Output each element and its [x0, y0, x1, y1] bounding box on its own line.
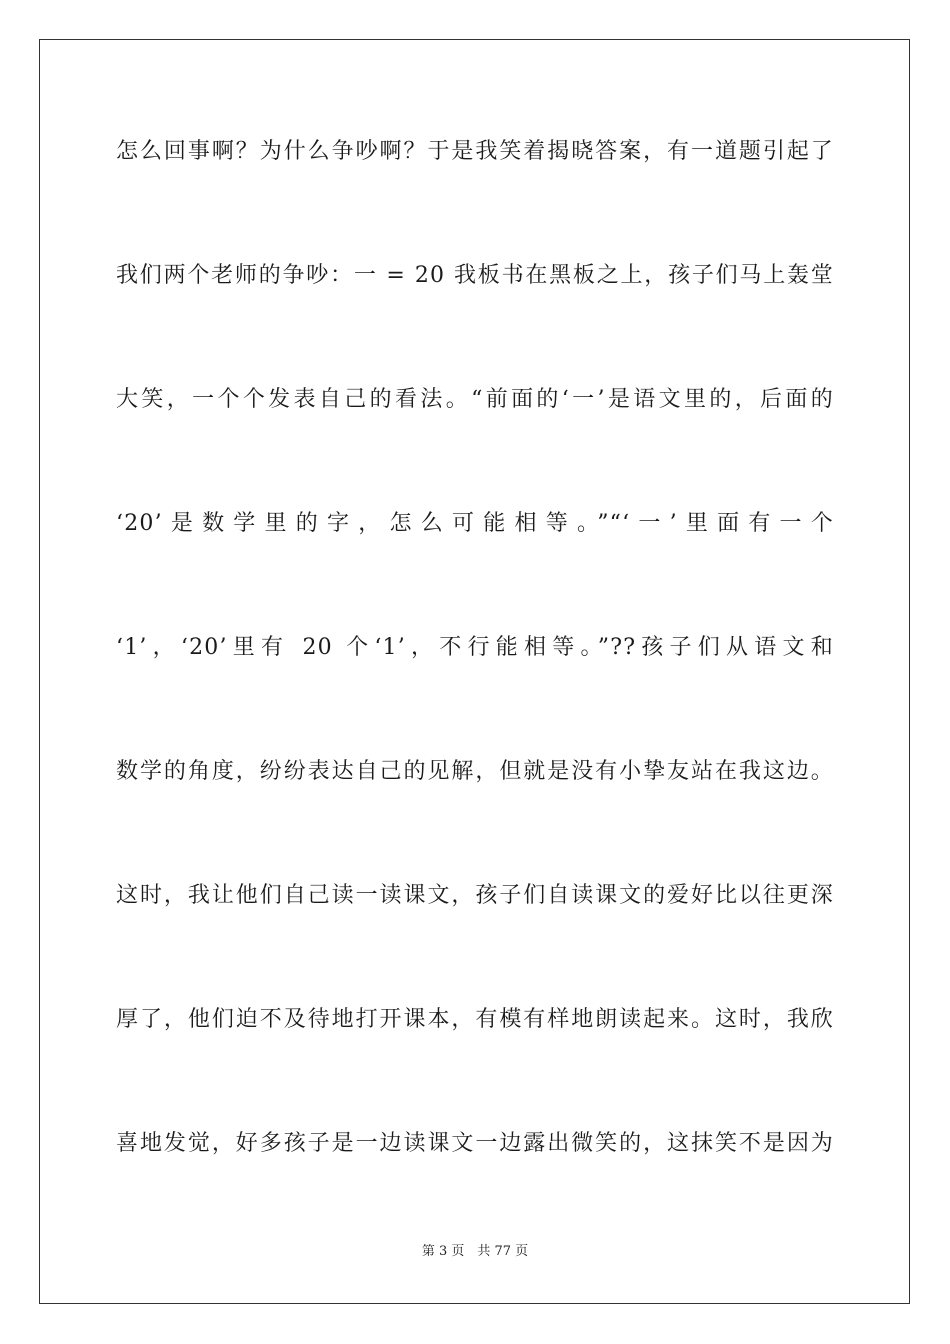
- text-line-2: 我们两个老师的争吵：一 = 20 我板书在黑板之上，孩子们马上轰堂: [116, 263, 834, 288]
- text-line-9: 喜地发觉，好多孩子是一边读课文一边露出微笑的，这抹笑不是因为: [116, 1131, 834, 1156]
- page-number-footer: 第 3 页 共 77 页: [421, 1244, 529, 1259]
- text-line-3: 大笑，一个个发表自己的看法。“前面的‘一’是语文里的，后面的: [116, 387, 834, 412]
- text-line-1: 怎么回事啊？为什么争吵啊？于是我笑着揭晓答案，有一道题引起了: [116, 139, 834, 164]
- text-line-4: ‘20’是数学里的字，怎么可能相等。”“‘一’里面有一个: [116, 511, 834, 536]
- text-line-8: 厚了，他们迫不及待地打开课本，有模有样地朗读起来。这时，我欣: [116, 1007, 834, 1032]
- text-line-6: 数学的角度，纷纷表达自己的见解，但就是没有小挚友站在我这边。: [116, 759, 834, 784]
- page-border: [39, 39, 910, 1304]
- text-line-5: ‘1’，‘20’里有 20 个‘1’，不行能相等。”??孩子们从语文和: [116, 635, 834, 660]
- text-line-7: 这时，我让他们自己读一读课文，孩子们自读课文的爱好比以往更深: [116, 883, 834, 908]
